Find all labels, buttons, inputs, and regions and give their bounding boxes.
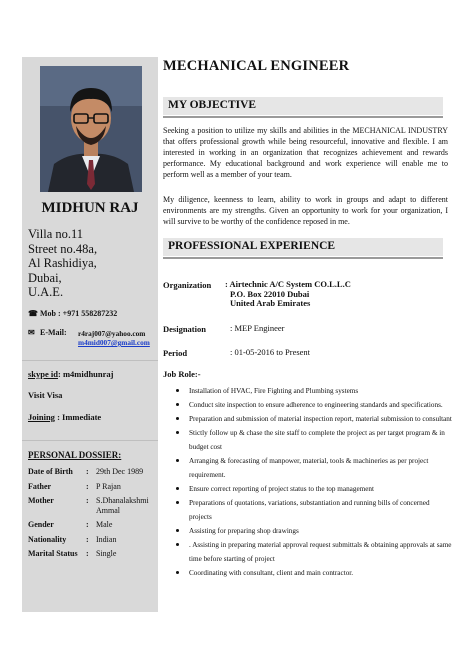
candidate-name: MIDHUN RAJ [41, 200, 139, 216]
skype-label: skype id [28, 369, 58, 379]
address-line: Street no.48a, [28, 241, 98, 256]
address-line: Al Rashidiya, [28, 256, 97, 270]
dossier-value: Male [96, 520, 113, 529]
organization-label: Organization [163, 280, 212, 290]
dossier-row: Gender : Male [28, 520, 160, 530]
email-values [78, 329, 150, 347]
list-item: Ensure correct reporting of project status to the top management [163, 482, 453, 496]
email-row [28, 328, 67, 337]
address-line: Dubai, [28, 270, 62, 285]
dossier-value: 29th Dec 1989 [96, 467, 144, 476]
section-rule [163, 257, 443, 259]
dossier-title: PERSONAL DOSSIER: [28, 450, 122, 460]
dossier-key: Gender [28, 520, 54, 529]
list-item: Assisting for preparing shop drawings [163, 524, 453, 538]
address-line: Villa no.11 [28, 227, 84, 241]
mobile-row [28, 309, 117, 318]
dossier-key: Date of Birth [28, 467, 73, 476]
dossier-value: S.Dhanalakshmi Ammal [96, 496, 149, 515]
list-item: Coordinating with consultant, client and main contractor. [163, 566, 453, 580]
sidebar-divider [22, 440, 158, 441]
resume-title: MECHANICAL ENGINEER [163, 58, 350, 74]
section-rule [163, 116, 443, 118]
dossier-row: Mother : S.Dhanalakshmi Ammal [28, 496, 160, 515]
designation-label: Designation [163, 324, 206, 334]
envelope-icon: ✉ [28, 328, 35, 337]
dossier-key: Mother [28, 496, 54, 505]
dossier-key: Marital Status [28, 549, 78, 558]
list-item: Conduct site inspection to ensure adherence to engineering standards and specifications. [163, 398, 453, 412]
organization-value [225, 280, 351, 309]
profile-photo [40, 66, 142, 192]
dossier-value: Single [96, 549, 117, 558]
email-secondary-link[interactable]: m4mid007@gmail.com [78, 338, 150, 347]
dossier-table [28, 467, 160, 564]
email-primary[interactable]: r4raj007@yahoo.com [78, 329, 146, 338]
period-value: : 01-05-2016 to Present [230, 347, 311, 357]
address-line: U.A.E. [28, 285, 64, 299]
job-role-label: Job Role:- [163, 369, 201, 379]
list-item: Preparation and submission of material inspection report, material submission to consultant [163, 412, 453, 426]
dossier-value: Indian [96, 534, 117, 544]
list-item: Installation of HVAC, Fire Fighting and Plumbing systems [163, 384, 453, 398]
dossier-key: Father [28, 481, 52, 491]
profile-photo-figure [40, 66, 142, 192]
visa-status: Visit Visa [28, 390, 63, 400]
experience-heading: PROFESSIONAL EXPERIENCE [168, 240, 336, 252]
dossier-row: Marital Status : Single [28, 549, 160, 559]
objective-paragraph: My diligence, keenness to learn, ability to work in groups and adapt to different environments are my strengths. Given an opportunity to work for your organization, I will survive to be worthy of the confidence reposed in me. [163, 195, 448, 226]
joining-value: : Immediate [54, 412, 102, 422]
objective-heading-band [163, 97, 443, 115]
address-block [28, 227, 97, 300]
dossier-row: Nationality : Indian [28, 535, 160, 545]
objective-paragraph: Seeking a position to utilize my skills and abilities in the MECHANICAL INDUSTRY that offers professional growth while being resourceful, innovative and flexible. I am interested in working in an organization that recognizes achievement and rewards performance. My educational background and work experience will enable me to perform well as a member of your team. [163, 126, 448, 179]
dossier-value: P Rajan [96, 481, 121, 491]
skype-value: : m4midhunraj [58, 369, 114, 379]
job-role-list [163, 384, 453, 580]
dossier-row: Father : P Rajan [28, 482, 160, 492]
list-item: Preparations of quotations, variations, substantiation and running bills of concerned projects [163, 496, 453, 524]
list-item: . Assisting in preparing material approval request submittals & obtaining approvals at same time before starting of project [163, 538, 453, 566]
period-label: Period [163, 348, 188, 358]
email-label: E-Mail: [40, 328, 67, 337]
mobile-label: Mob [40, 309, 56, 318]
sidebar-divider [22, 360, 158, 361]
designation-value: : MEP Engineer [230, 323, 285, 333]
organization-line: : Airtechnic A/C System CO.L.L.C [225, 279, 351, 289]
skype-row [28, 369, 114, 379]
dossier-key: Nationality [28, 534, 67, 544]
organization-line: United Arab Emirates [230, 298, 311, 308]
dossier-row: Date of Birth : 29th Dec 1989 [28, 467, 160, 477]
organization-line: P.O. Box 22010 Dubai [230, 288, 310, 299]
joining-row [28, 412, 101, 422]
joining-label: Joining [28, 412, 55, 422]
mobile-value: : +971 558287232 [58, 309, 118, 318]
list-item: Arranging & forecasting of manpower, material, tools & machineries as per project requirement. [163, 454, 453, 482]
phone-icon: ☎ [28, 309, 38, 318]
experience-heading-band [163, 238, 443, 256]
list-item: Stictly follow up & chase the site staff to complete the project as per target program & in budget cost [163, 426, 453, 454]
objective-heading: MY OBJECTIVE [168, 99, 257, 111]
